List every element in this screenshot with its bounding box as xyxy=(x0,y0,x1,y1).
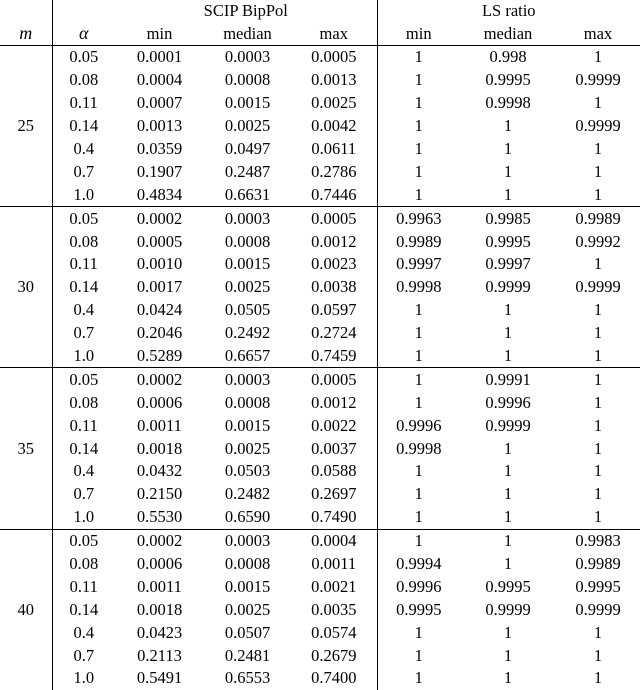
alpha-cell: 0.11 xyxy=(52,414,115,437)
scip-max-cell: 0.0005 xyxy=(291,46,377,69)
ls-min-cell: 1 xyxy=(377,506,460,529)
table-body xyxy=(0,46,640,690)
scip-min-cell: 0.0011 xyxy=(137,415,182,435)
alpha-cell: 0.08 xyxy=(52,391,115,414)
table-row xyxy=(0,276,640,299)
ls-median-cell: 1 xyxy=(503,507,513,527)
scip-max-cell: 0.0035 xyxy=(311,599,357,619)
ls-max-cell: 0.9989 xyxy=(556,207,640,230)
ls-median-cell: 0.9995 xyxy=(485,576,531,596)
scip-min-cell: 0.0002 xyxy=(115,529,204,552)
alpha-cell: 0.05 xyxy=(52,207,115,230)
ls-max-cell: 0.9995 xyxy=(575,576,621,596)
col-header-scip-median: median xyxy=(223,23,272,43)
scip-max-cell: 0.7400 xyxy=(311,668,357,688)
scip-median-cell: 0.0025 xyxy=(224,599,271,619)
ls-max-cell: 1 xyxy=(556,368,640,391)
scip-median-cell: 0.0008 xyxy=(224,554,271,574)
alpha-cell: 0.7 xyxy=(52,160,115,183)
ls-min-cell: 1 xyxy=(377,368,460,391)
ls-median-cell: 0.998 xyxy=(460,46,556,69)
alpha-cell: 0.4 xyxy=(52,299,115,322)
scip-min-cell: 0.0018 xyxy=(136,599,183,619)
scip-min-cell: 0.1907 xyxy=(136,161,183,181)
ls-min-cell: 1 xyxy=(377,69,460,92)
table-row xyxy=(0,460,640,483)
header-blank xyxy=(52,0,115,22)
scip-max-cell: 0.0013 xyxy=(311,70,357,90)
ls-min-cell: 0.9994 xyxy=(377,553,460,576)
scip-median-cell: 0.0507 xyxy=(224,622,271,642)
scip-median-cell: 0.0003 xyxy=(204,46,291,69)
scip-min-cell: 0.0011 xyxy=(137,576,182,596)
scip-median-cell: 0.0003 xyxy=(204,207,291,230)
scip-median-cell: 0.2492 xyxy=(224,323,271,343)
scip-min-cell: 0.5491 xyxy=(136,668,183,688)
ls-min-cell: 0.9998 xyxy=(377,437,460,460)
ls-min-cell: 1 xyxy=(377,115,460,138)
alpha-cell: 0.05 xyxy=(52,529,115,552)
scip-max-cell: 0.0611 xyxy=(311,139,357,158)
scip-median-cell: 0.0008 xyxy=(224,231,271,251)
alpha-cell: 1.0 xyxy=(52,183,115,206)
table-row xyxy=(0,322,640,345)
ls-min-cell: 0.9997 xyxy=(377,253,460,276)
table-row xyxy=(0,253,640,276)
scip-median-cell: 0.0505 xyxy=(224,300,271,320)
scip-min-cell: 0.0017 xyxy=(136,277,183,297)
table-row xyxy=(0,92,640,115)
col-header-ls-min: min xyxy=(377,22,460,46)
scip-median-cell: 0.6553 xyxy=(224,668,271,688)
table-row xyxy=(0,115,640,138)
ls-median-cell: 1 xyxy=(503,484,513,504)
alpha-cell: 0.08 xyxy=(52,69,115,92)
table-row xyxy=(0,345,640,368)
ls-min-cell: 1 xyxy=(377,160,460,183)
ls-max-cell: 1 xyxy=(593,507,603,527)
ls-median-cell: 0.9997 xyxy=(485,254,531,274)
scip-min-cell: 0.0006 xyxy=(136,392,183,412)
ls-max-cell: 1 xyxy=(593,461,603,481)
ls-min-cell: 1 xyxy=(377,644,460,667)
scip-median-cell: 0.0015 xyxy=(224,415,271,435)
alpha-cell: 1.0 xyxy=(52,667,115,690)
table-row xyxy=(0,69,640,92)
ls-median-cell: 0.9999 xyxy=(485,599,531,619)
ls-min-cell: 0.9996 xyxy=(377,414,460,437)
scip-median-cell: 0.0503 xyxy=(224,461,271,481)
ls-min-cell: 1 xyxy=(377,345,460,368)
table-row xyxy=(0,230,640,253)
ls-min-cell: 1 xyxy=(377,529,460,552)
ls-min-cell: 1 xyxy=(377,460,460,483)
table-row xyxy=(0,575,640,598)
ls-min-cell: 0.9995 xyxy=(377,598,460,621)
ls-max-cell: 1 xyxy=(593,622,603,642)
ls-min-cell: 0.9998 xyxy=(377,276,460,299)
col-header-scip-min: min xyxy=(146,23,173,43)
ls-median-cell: 0.9995 xyxy=(485,70,531,90)
scip-max-cell: 0.0025 xyxy=(311,93,357,113)
ls-max-cell: 0.9989 xyxy=(575,554,621,574)
alpha-cell: 0.14 xyxy=(52,276,115,299)
alpha-cell: 0.11 xyxy=(52,575,115,598)
group-header-scip: SCIP BipPol xyxy=(203,1,288,20)
table-row xyxy=(0,529,640,552)
scip-median-cell: 0.2482 xyxy=(224,484,271,504)
scip-median-cell: 0.2487 xyxy=(224,161,271,181)
ls-min-cell: 1 xyxy=(377,46,460,69)
scip-min-cell: 0.0005 xyxy=(136,231,183,251)
ls-max-cell: 1 xyxy=(593,254,603,274)
scip-median-cell: 0.0008 xyxy=(224,392,271,412)
table-row xyxy=(0,598,640,621)
ls-max-cell: 1 xyxy=(593,323,603,343)
ls-max-cell: 0.9983 xyxy=(556,529,640,552)
alpha-cell: 0.7 xyxy=(52,322,115,345)
scip-median-cell: 0.6590 xyxy=(224,507,271,527)
scip-max-cell: 0.0023 xyxy=(311,254,357,274)
ls-median-cell: 1 xyxy=(460,529,556,552)
ls-median-cell: 1 xyxy=(503,461,513,481)
ls-median-cell: 0.9999 xyxy=(485,415,531,435)
alpha-cell: 0.05 xyxy=(52,46,115,69)
table-row xyxy=(0,391,640,414)
scip-median-cell: 0.0497 xyxy=(224,139,271,158)
table-row xyxy=(0,160,640,183)
ls-median-cell: 1 xyxy=(503,300,513,320)
ls-min-cell: 1 xyxy=(377,322,460,345)
scip-max-cell: 0.0574 xyxy=(311,622,357,642)
ls-median-cell: 1 xyxy=(503,161,513,181)
table-row xyxy=(0,553,640,576)
ls-max-cell: 1 xyxy=(593,415,603,435)
ls-median-cell: 0.9995 xyxy=(485,231,531,251)
table-row xyxy=(0,138,640,161)
ls-median-cell: 1 xyxy=(503,438,513,458)
ls-max-cell: 1 xyxy=(593,438,603,458)
scip-max-cell: 0.2786 xyxy=(311,161,357,181)
ls-max-cell: 1 xyxy=(593,645,603,665)
scip-min-cell: 0.0424 xyxy=(136,300,183,320)
scip-median-cell: 0.2481 xyxy=(224,645,271,665)
scip-min-cell: 0.0018 xyxy=(136,438,183,458)
ls-max-cell: 0.9999 xyxy=(575,277,621,297)
col-header-m: m xyxy=(19,23,33,43)
scip-min-cell: 0.0013 xyxy=(136,116,183,136)
table-row xyxy=(0,621,640,644)
ls-max-cell: 0.9999 xyxy=(575,116,621,136)
scip-max-cell: 0.7459 xyxy=(311,346,357,366)
scip-min-cell: 0.0006 xyxy=(136,554,183,574)
ls-min-cell: 1 xyxy=(377,667,460,690)
ls-median-cell: 1 xyxy=(503,645,513,665)
scip-median-cell: 0.0025 xyxy=(224,277,271,297)
alpha-cell: 1.0 xyxy=(52,506,115,529)
scip-median-cell: 0.0003 xyxy=(204,529,291,552)
ls-max-cell: 1 xyxy=(593,139,603,158)
m-value-cell: 35 xyxy=(0,368,52,529)
scip-min-cell: 0.2113 xyxy=(137,645,182,665)
ls-max-cell: 0.9999 xyxy=(575,599,621,619)
scip-min-cell: 0.5530 xyxy=(136,507,183,527)
ls-max-cell: 1 xyxy=(593,392,603,412)
ls-median-cell: 0.9999 xyxy=(485,277,531,297)
col-header-alpha: α xyxy=(52,22,115,46)
table-row xyxy=(0,644,640,667)
scip-min-cell: 0.2150 xyxy=(136,484,183,504)
m-value-cell: 40 xyxy=(0,529,52,690)
alpha-cell: 0.4 xyxy=(52,138,115,161)
ls-max-cell: 1 xyxy=(593,184,603,204)
scip-min-cell: 0.0359 xyxy=(136,139,183,158)
scip-median-cell: 0.6657 xyxy=(224,346,271,366)
ls-median-cell: 1 xyxy=(503,184,513,204)
ls-max-cell: 1 xyxy=(593,346,603,366)
alpha-cell: 0.08 xyxy=(52,230,115,253)
scip-median-cell: 0.0025 xyxy=(224,116,271,136)
ls-max-cell: 1 xyxy=(593,668,603,688)
alpha-cell: 0.4 xyxy=(52,460,115,483)
ls-median-cell: 0.9998 xyxy=(485,93,531,113)
alpha-cell: 0.4 xyxy=(52,621,115,644)
ls-min-cell: 1 xyxy=(377,621,460,644)
alpha-cell: 0.11 xyxy=(52,92,115,115)
table-row xyxy=(0,414,640,437)
ls-min-cell: 0.9963 xyxy=(377,207,460,230)
ls-max-cell: 1 xyxy=(556,46,640,69)
scip-max-cell: 0.0012 xyxy=(311,392,357,412)
scip-max-cell: 0.0037 xyxy=(311,438,357,458)
ls-min-cell: 1 xyxy=(377,299,460,322)
scip-max-cell: 0.0004 xyxy=(291,529,377,552)
ls-median-cell: 0.9985 xyxy=(460,207,556,230)
ls-min-cell: 1 xyxy=(377,138,460,161)
ls-min-cell: 0.9989 xyxy=(377,230,460,253)
scip-min-cell: 0.2046 xyxy=(136,323,183,343)
scip-min-cell: 0.5289 xyxy=(136,346,183,366)
table-row xyxy=(0,299,640,322)
m-value-cell: 25 xyxy=(0,46,52,207)
alpha-cell: 0.14 xyxy=(52,598,115,621)
scip-max-cell: 0.2679 xyxy=(311,645,357,665)
col-header-ls-max: max xyxy=(583,23,613,43)
ls-max-cell: 1 xyxy=(593,484,603,504)
alpha-cell: 0.7 xyxy=(52,644,115,667)
table-row xyxy=(0,483,640,506)
alpha-cell: 0.05 xyxy=(52,368,115,391)
ls-median-cell: 1 xyxy=(503,622,513,642)
scip-min-cell: 0.0423 xyxy=(136,622,183,642)
col-header-ls-median: median xyxy=(483,23,533,43)
ls-min-cell: 1 xyxy=(377,391,460,414)
scip-min-cell: 0.0004 xyxy=(136,70,183,90)
alpha-cell: 1.0 xyxy=(52,345,115,368)
scip-max-cell: 0.2697 xyxy=(311,484,357,504)
scip-median-cell: 0.0008 xyxy=(224,70,271,90)
scip-max-cell: 0.2724 xyxy=(311,323,357,343)
scip-max-cell: 0.0022 xyxy=(311,415,357,435)
scip-median-cell: 0.0015 xyxy=(224,576,271,596)
ls-median-cell: 1 xyxy=(503,668,513,688)
scip-min-cell: 0.0002 xyxy=(115,207,204,230)
col-header-scip-max: max xyxy=(319,23,348,43)
scip-max-cell: 0.0005 xyxy=(291,207,377,230)
scip-max-cell: 0.0012 xyxy=(311,231,357,251)
ls-median-cell: 1 xyxy=(503,323,513,343)
table-row xyxy=(0,506,640,529)
scip-max-cell: 0.0042 xyxy=(311,116,357,136)
ls-median-cell: 1 xyxy=(503,346,513,366)
alpha-cell: 0.11 xyxy=(52,253,115,276)
scip-max-cell: 0.0021 xyxy=(311,576,357,596)
header-blank xyxy=(0,0,52,22)
scip-max-cell: 0.0588 xyxy=(311,461,357,481)
scip-median-cell: 0.0003 xyxy=(204,368,291,391)
table-row xyxy=(0,46,640,69)
scip-min-cell: 0.0002 xyxy=(115,368,204,391)
scip-min-cell: 0.0001 xyxy=(115,46,204,69)
scip-max-cell: 0.0038 xyxy=(311,277,357,297)
ls-median-cell: 0.9996 xyxy=(485,392,531,412)
ls-median-cell: 1 xyxy=(503,554,513,574)
scip-max-cell: 0.0011 xyxy=(311,554,357,574)
ls-min-cell: 1 xyxy=(377,92,460,115)
ls-median-cell: 1 xyxy=(503,139,513,158)
scip-median-cell: 0.0015 xyxy=(224,93,271,113)
ls-max-cell: 0.9992 xyxy=(575,231,621,251)
scip-max-cell: 0.7490 xyxy=(311,507,357,527)
alpha-cell: 0.14 xyxy=(52,115,115,138)
scip-min-cell: 0.0007 xyxy=(136,93,183,113)
table-row xyxy=(0,207,640,230)
ls-max-cell: 1 xyxy=(593,161,603,181)
scip-max-cell: 0.7446 xyxy=(311,184,357,204)
ls-max-cell: 1 xyxy=(593,300,603,320)
table-row xyxy=(0,437,640,460)
alpha-cell: 0.14 xyxy=(52,437,115,460)
alpha-cell: 0.08 xyxy=(52,553,115,576)
scip-max-cell: 0.0597 xyxy=(311,300,357,320)
table-row xyxy=(0,368,640,391)
ls-min-cell: 1 xyxy=(377,483,460,506)
ls-median-cell: 1 xyxy=(503,116,513,136)
scip-median-cell: 0.6631 xyxy=(224,184,271,204)
table-row xyxy=(0,183,640,206)
scip-max-cell: 0.0005 xyxy=(291,368,377,391)
ls-min-cell: 0.9996 xyxy=(377,575,460,598)
scip-median-cell: 0.0015 xyxy=(224,254,271,274)
scip-min-cell: 0.0432 xyxy=(136,461,183,481)
group-header-ls: LS ratio xyxy=(377,0,640,22)
scip-min-cell: 0.0010 xyxy=(136,254,183,274)
alpha-cell: 0.7 xyxy=(52,483,115,506)
scip-median-cell: 0.0025 xyxy=(224,438,271,458)
scip-min-cell: 0.4834 xyxy=(136,184,183,204)
ls-max-cell: 1 xyxy=(593,93,603,113)
ls-median-cell: 0.9991 xyxy=(460,368,556,391)
m-value-cell: 30 xyxy=(0,207,52,368)
ls-min-cell: 1 xyxy=(377,183,460,206)
ls-max-cell: 0.9999 xyxy=(575,70,621,90)
